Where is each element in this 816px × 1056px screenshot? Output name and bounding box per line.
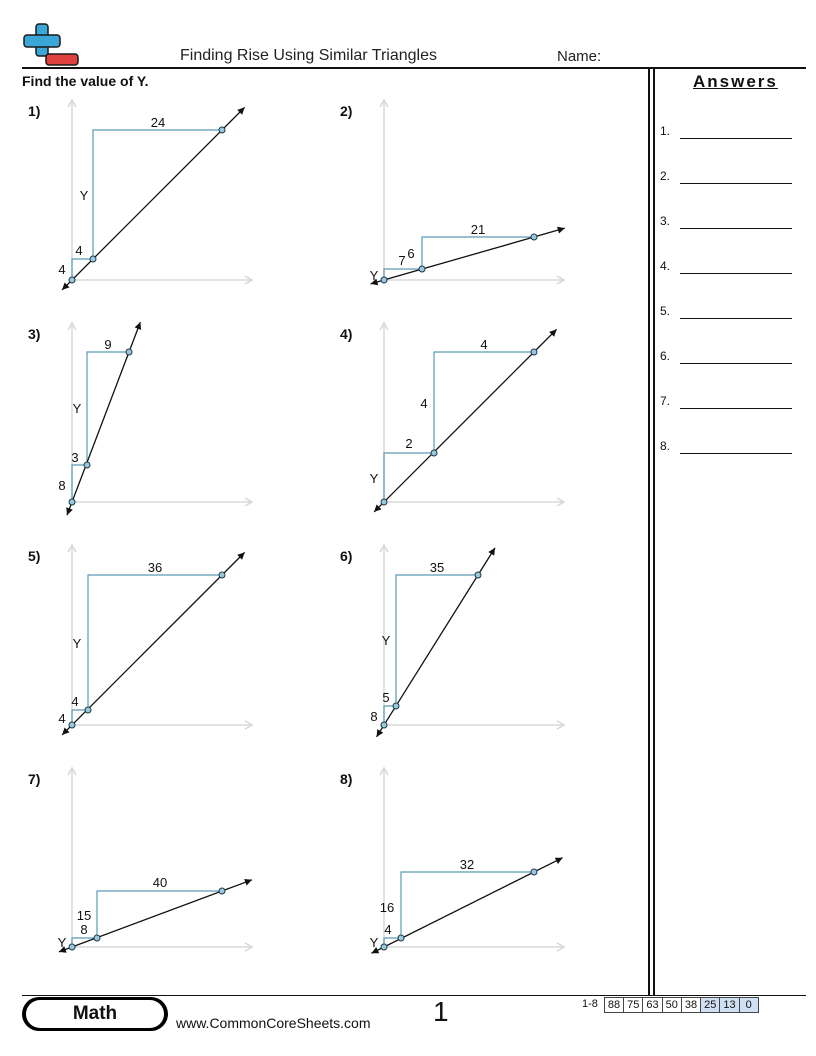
small-rise-label: 4 [71, 694, 79, 709]
top-label: 9 [104, 337, 112, 352]
small-rise-label: 7 [398, 253, 406, 268]
small-rise-label: 4 [384, 922, 392, 937]
score-cell: 25 [700, 997, 720, 1013]
score-table [582, 997, 759, 1013]
answer-number: 5. [660, 304, 671, 318]
score-cell: 0 [739, 997, 759, 1013]
answer-number: 6. [660, 349, 671, 363]
score-cell: 63 [642, 997, 662, 1013]
slope-line-arrow-icon [377, 729, 384, 737]
top-label: 24 [150, 115, 166, 130]
small-run-label: Y [57, 935, 67, 950]
problem-number: 7) [28, 771, 41, 787]
line-point [531, 349, 537, 355]
line-point [90, 256, 96, 262]
big-rise-label: 16 [379, 900, 395, 915]
line-point [431, 450, 437, 456]
problem-number: 2) [340, 103, 353, 119]
small-run-label: Y [369, 471, 379, 486]
footer-url[interactable]: www.CommonCoreSheets.com [176, 1015, 371, 1031]
worksheet-title: Finding Rise Using Similar Triangles [180, 47, 437, 64]
small-run-label: 8 [58, 478, 66, 493]
small-rise-label: 2 [405, 436, 413, 451]
top-label: 36 [147, 560, 163, 575]
name-label: Name: [557, 48, 602, 65]
big-rise-label: 4 [420, 396, 428, 411]
big-rise-label: 6 [407, 246, 415, 261]
line-point [531, 869, 537, 875]
score-cell: 38 [681, 997, 701, 1013]
top-label: 40 [152, 875, 168, 890]
score-range: 1-8 [582, 998, 598, 1010]
line-point [381, 944, 387, 950]
big-rise-label: Y [72, 401, 82, 416]
slope-line-arrow-icon [557, 227, 565, 234]
line-point [126, 349, 132, 355]
answer-number: 8. [660, 439, 671, 453]
line-point [69, 944, 75, 950]
answer-number: 4. [660, 259, 671, 273]
small-rise-label: 4 [75, 243, 83, 258]
line-point [531, 234, 537, 240]
line-point [393, 703, 399, 709]
small-run-label: 4 [58, 262, 66, 277]
line-point [84, 462, 90, 468]
subject-badge [22, 997, 168, 1031]
line-point [69, 499, 75, 505]
line-point [69, 277, 75, 283]
page-number: 1 [433, 996, 449, 1027]
line-point [219, 572, 225, 578]
line-point [219, 127, 225, 133]
answers-title: Answers [693, 72, 778, 91]
line-point [381, 277, 387, 283]
answer-number: 2. [660, 169, 671, 183]
score-cell: 88 [604, 997, 624, 1013]
small-run-label: 4 [58, 711, 66, 726]
top-label: 32 [459, 857, 475, 872]
score-cell: 50 [662, 997, 682, 1013]
answer-number: 7. [660, 394, 671, 408]
problem-number: 6) [340, 548, 353, 564]
slope-line-arrow-icon [488, 548, 495, 556]
big-rise-label: 15 [76, 908, 92, 923]
line-point [419, 266, 425, 272]
big-rise-label: Y [79, 188, 89, 203]
score-cell: 13 [719, 997, 739, 1013]
small-rise-label: 3 [71, 450, 79, 465]
small-rise-label: 8 [80, 922, 88, 937]
top-label: 21 [470, 222, 486, 237]
instructions: Find the value of Y. [22, 73, 149, 89]
answer-number: 3. [660, 214, 671, 228]
problem-number: 3) [28, 326, 41, 342]
small-run-label: Y [369, 268, 379, 283]
line-point [219, 888, 225, 894]
line-point [398, 935, 404, 941]
big-rise-label: Y [72, 636, 82, 651]
small-rise-label: 5 [382, 690, 390, 705]
slope-line [374, 329, 557, 512]
problem-number: 1) [28, 103, 41, 119]
score-cell: 75 [623, 997, 643, 1013]
line-point [69, 722, 75, 728]
small-run-label: 8 [370, 709, 378, 724]
top-label: 4 [480, 337, 488, 352]
slope-line [62, 107, 245, 290]
problem-number: 4) [340, 326, 353, 342]
line-point [381, 499, 387, 505]
small-run-label: Y [369, 935, 379, 950]
line-point [475, 572, 481, 578]
problem-number: 8) [340, 771, 353, 787]
line-point [85, 707, 91, 713]
subject-badge-label: Math [26, 1000, 164, 1028]
line-point [381, 722, 387, 728]
line-point [94, 935, 100, 941]
footer-rule [22, 995, 806, 996]
top-label: 35 [429, 560, 445, 575]
big-rise-label: Y [381, 633, 391, 648]
problem-number: 5) [28, 548, 41, 564]
answer-number: 1. [660, 124, 671, 138]
